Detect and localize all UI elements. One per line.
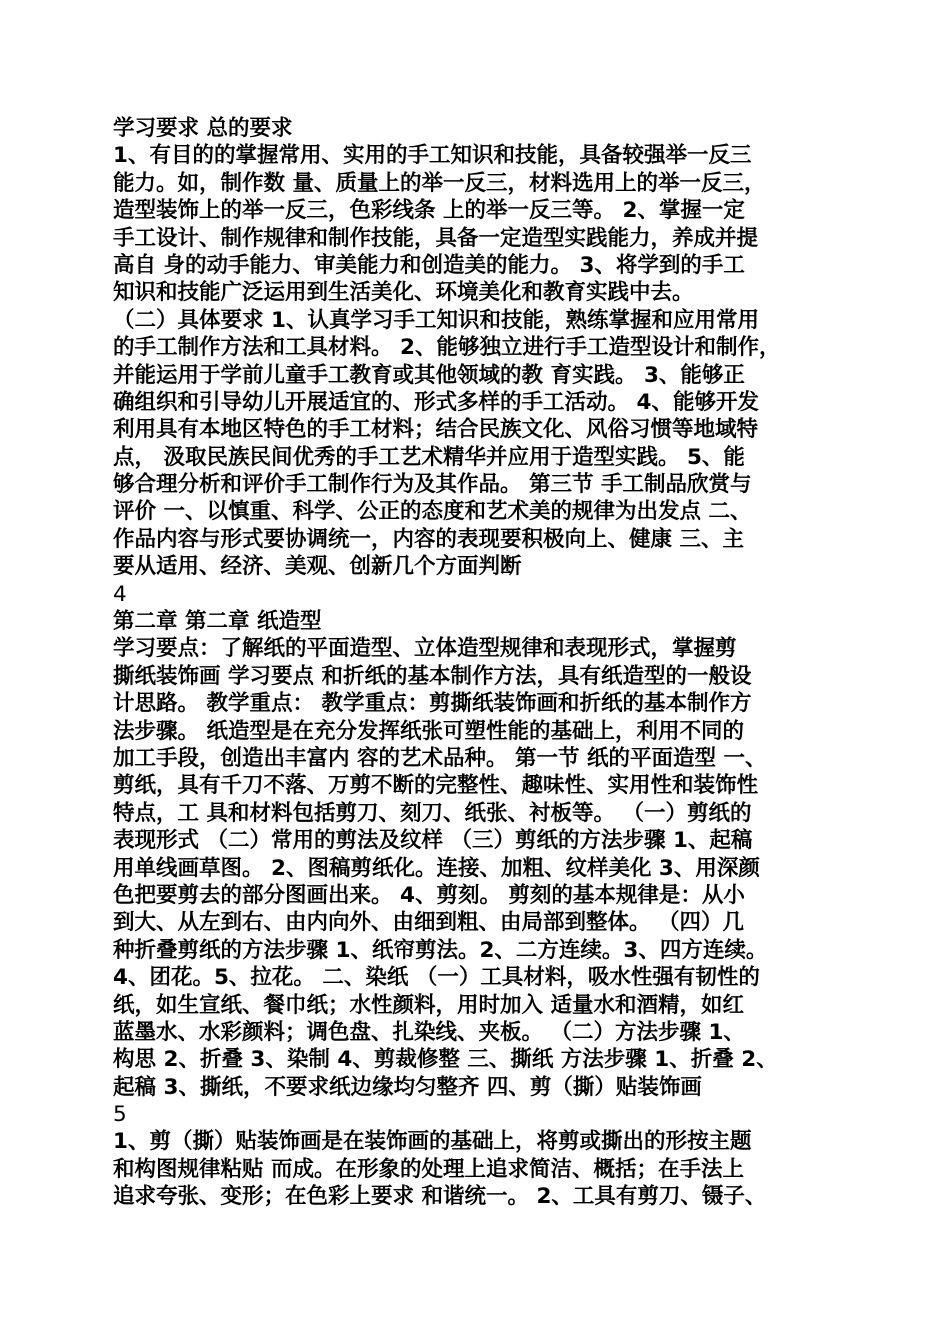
text-line: 手工设计、制作规律和制作技能，具备一定造型实践能力，养成并提 <box>113 225 759 251</box>
text-line: 4、团花。5、拉花。 二、染纸 （一）工具材料，吸水性强有韧性的 <box>113 965 760 991</box>
text-line: 作品内容与形式要协调统一，内容的表现要积极向上、健康 三、主 <box>113 526 744 552</box>
text-line: 撕纸装饰画 学习要点 和折纸的基本制作方法，具有纸造型的一般设 <box>113 663 752 689</box>
text-line: 1、有目的的掌握常用、实用的手工知识和技能，具备较强举一反三 <box>113 143 752 169</box>
text-line: 起稿 3、撕纸，不要求纸边缘均匀整齐 四、剪（撕）贴装饰画 <box>113 1074 702 1100</box>
text-line: 纸，如生宣纸、餐巾纸；水性颜料，用时加入 适量水和酒精，如红 <box>113 992 744 1018</box>
text-line: 学习要求 总的要求 <box>113 116 293 141</box>
text-line: 1、剪（撕）贴装饰画是在装饰画的基础上，将剪或撕出的形按主题 <box>113 1129 752 1155</box>
text-line: 确组织和引导幼儿开展适宜的、形式多样的手工活动。 4、能够开发 <box>113 389 759 415</box>
text-line: 并能运用于学前儿童手工教育或其他领域的教 育实践。 3、能够正 <box>113 362 745 388</box>
text-line: 种折叠剪纸的方法步骤 1、纸帘剪法。2、二方连续。3、四方连续。 <box>113 937 768 963</box>
text-line: 用单线画草图。 2、图稿剪纸化。连接、加粗、纹样美化 3、用深颜 <box>113 855 760 881</box>
text-line: 剪纸，具有千刀不落、万剪不断的完整性、趣味性、实用性和装饰性 <box>113 773 759 799</box>
text-line: 蓝墨水、水彩颜料；调色盘、扎染线、夹板。 （二）方法步骤 1、 <box>113 1019 745 1045</box>
text-line: （二）具体要求 1、认真学习手工知识和技能，熟练掌握和应用常用 <box>113 307 759 333</box>
page-number: 5 <box>113 1102 127 1128</box>
text-line: 的手工制作方法和工具材料。 2、能够独立进行手工造型设计和制作， <box>113 335 781 361</box>
text-line: 评价 一、以慎重、科学、公正的态度和艺术美的规律为出发点 二、 <box>113 499 752 525</box>
document-body <box>113 115 843 1211</box>
text-line: 学习要点：了解纸的平面造型、立体造型规律和表现形式，掌握剪 <box>113 636 737 662</box>
text-line: 法步骤。 纸造型是在充分发挥纸张可塑性能的基础上，利用不同的 <box>113 718 744 744</box>
text-line: 构思 2、折叠 3、染制 4、剪裁修整 三、撕纸 方法步骤 1、折叠 2、 <box>113 1047 778 1073</box>
text-line: 色把要剪去的部分图画出来。 4、剪刻。 剪刻的基本规律是：从小 <box>113 882 745 908</box>
text-line: 加工手段，创造出丰富内 容的艺术品种。 第一节 纸的平面造型 一、 <box>113 745 767 771</box>
text-line: 点， 汲取民族民间优秀的手工艺术精华并应用于造型实践。 5、能 <box>113 444 745 470</box>
text-line: 知识和技能广泛运用到生活美化、环境美化和教育实践中去。 <box>113 280 694 306</box>
text-line: 追求夸张、变形；在色彩上要求 和谐统一。 2、工具有剪刀、镊子、 <box>113 1184 767 1210</box>
text-line: 要从适用、经济、美观、创新几个方面判断 <box>113 554 522 580</box>
text-line: 够合理分析和评价手工制作行为及其作品。 第三节 手工制品欣赏与 <box>113 472 752 498</box>
chapter-heading: 第二章 第二章 纸造型 <box>113 609 322 635</box>
text-line: 特点，工 具和材料包括剪刀、刻刀、纸张、衬板等。 （一）剪纸的 <box>113 800 752 826</box>
text-line: 表现形式 （二）常用的剪法及纹样 （三）剪纸的方法步骤 1、起稿 <box>113 828 753 854</box>
text-line: 和构图规律粘贴 而成。在形象的处理上追求简洁、概括；在手法上 <box>113 1156 744 1182</box>
page-number: 4 <box>113 581 127 607</box>
text-line: 高自 身的动手能力、审美能力和创造美的能力。 3、将学到的手工 <box>113 252 745 278</box>
text-line: 计思路。 教学重点： 教学重点：剪撕纸装饰画和折纸的基本制作方 <box>113 691 752 717</box>
text-line: 到大、从左到右、由内向外、由细到粗、由局部到整体。 （四）几 <box>113 910 744 936</box>
text-line: 造型装饰上的举一反三，色彩线条 上的举一反三等。 2、掌握一定 <box>113 198 745 224</box>
text-line: 能力。如，制作数 量、质量上的举一反三，材料选用上的举一反三， <box>113 170 766 196</box>
text-line: 利用具有本地区特色的手工材料；结合民族文化、风俗习惯等地域特 <box>113 417 759 443</box>
